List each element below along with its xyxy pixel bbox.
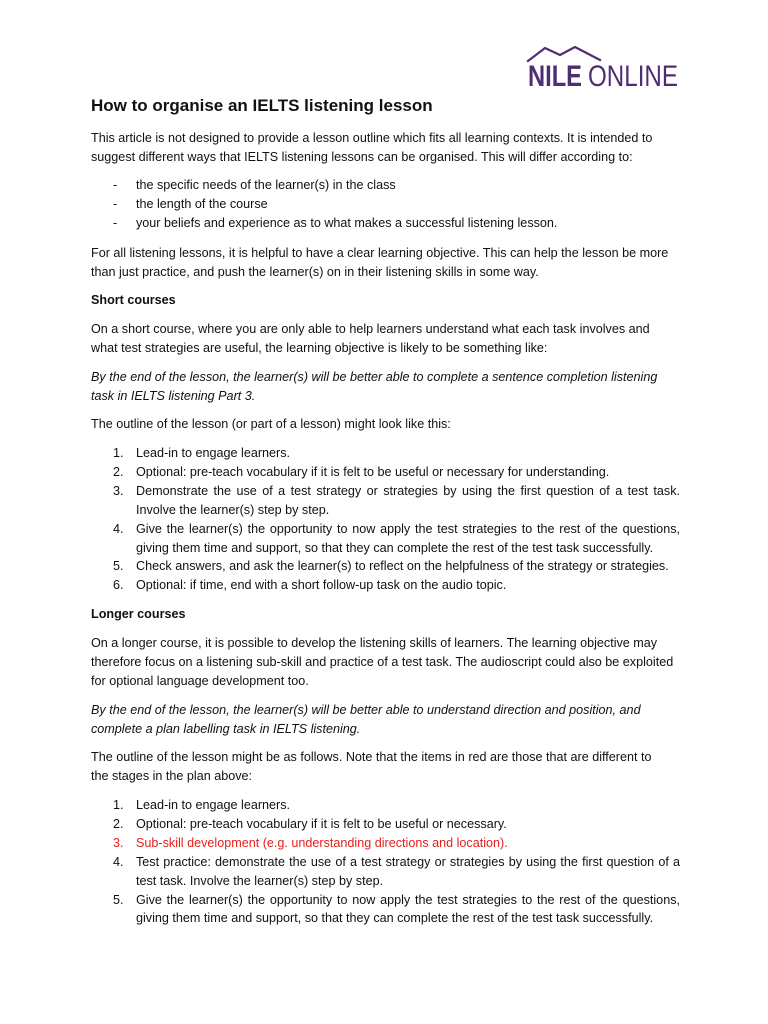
list-item — [91, 195, 691, 214]
step-text-line: Give the learner(s) the opportunity to now apply the test strategies to the rest of the questions, — [136, 521, 680, 536]
step-number: 1. — [113, 446, 124, 460]
paragraph-line: On a short course, where you are only able to help learners understand what each task involves and — [91, 322, 650, 336]
list-item-text-block — [136, 195, 680, 214]
short-courses-heading: Short courses — [91, 293, 176, 307]
step-number: 1. — [113, 798, 124, 812]
list-item — [91, 214, 691, 233]
step-item — [91, 444, 691, 463]
step-text-line: Demonstrate the use of a test strategy or strategies by using the first question of a test task. — [136, 483, 680, 498]
step-text-line: Optional: pre-teach vocabulary if it is felt to be useful or necessary for understanding. — [136, 464, 610, 479]
step-item — [91, 815, 691, 834]
step-text-block — [136, 815, 680, 834]
objective-line: By the end of the lesson, the learner(s) will be better able to understand direction and position, and — [91, 703, 641, 717]
step-text-line: Lead-in to engage learners. — [136, 446, 291, 460]
objective-line: By the end of the lesson, the learner(s) will be better able to complete a sentence completion listening — [91, 370, 658, 384]
paragraph-line: the stages in the plan above: — [91, 768, 253, 783]
list-dash-marker: - — [113, 196, 118, 211]
list-item-text-block — [136, 214, 680, 233]
nile-online-logo — [526, 42, 686, 94]
longer-courses-intro — [91, 634, 691, 691]
step-text-line: Sub-skill development (e.g. understanding directions and location). — [136, 835, 508, 850]
step-item — [91, 796, 691, 815]
step-text-block — [136, 482, 680, 520]
short-courses-intro — [91, 320, 691, 358]
step-number: 6. — [113, 578, 124, 593]
longer-courses-heading: Longer courses — [91, 607, 186, 621]
step-text-line: Give the learner(s) the opportunity to now apply the test strategies to the rest of the questions, — [136, 892, 680, 907]
step-text-block — [136, 796, 680, 815]
step-number: 3. — [113, 835, 124, 850]
logo-roof-icon — [528, 47, 600, 61]
paragraph-line: For all listening lessons, it is helpful to have a clear learning objective. This can help the lesson be more — [91, 246, 669, 260]
longer-courses-steps-list — [91, 796, 691, 928]
step-item — [91, 853, 691, 891]
step-item — [91, 557, 691, 576]
logo-graphic — [526, 42, 686, 94]
short-courses-steps-list — [91, 444, 691, 595]
logo-word-online: ONLINE — [588, 60, 678, 93]
step-number: 2. — [113, 816, 124, 831]
list-dash-marker: - — [113, 178, 118, 192]
paragraph-line: for optional language development too. — [91, 673, 309, 688]
factors-list — [91, 176, 691, 233]
step-text-line: Check answers, and ask the learner(s) to reflect on the helpfulness of the strategy or strategies. — [136, 559, 669, 574]
step-text-line: Involve the learner(s) step by step. — [136, 502, 330, 517]
short-courses-objective — [91, 368, 691, 406]
list-dash-marker: - — [113, 215, 118, 230]
step-text-line: giving them time and support, so that they can complete the rest of the test task successfully. — [136, 911, 654, 926]
intro-paragraph — [91, 129, 691, 167]
objective-note-paragraph — [91, 244, 691, 282]
short-courses-outline-intro: The outline of the lesson (or part of a lesson) might look like this: — [91, 417, 451, 431]
paragraph-line: what test strategies are useful, the learning objective is likely to be something like: — [91, 340, 548, 355]
step-text-line: test task. Involve the learner(s) step by step. — [136, 873, 384, 888]
paragraph-line: therefore focus on a listening sub-skill and practice of a test task. The audioscript could also be exploited — [91, 654, 674, 669]
list-item — [91, 176, 691, 195]
step-text-line: Lead-in to engage learners. — [136, 798, 291, 812]
step-item — [91, 482, 691, 520]
step-text-line: giving them time and support, so that they can complete the rest of the test task successfully. — [136, 540, 654, 555]
step-text-line: Optional: if time, end with a short follow-up task on the audio topic. — [136, 578, 507, 593]
paragraph-line: On a longer course, it is possible to develop the listening skills of learners. The learning objective may — [91, 636, 658, 650]
step-number: 4. — [113, 854, 124, 869]
step-text-block — [136, 444, 680, 463]
step-text-line: Optional: pre-teach vocabulary if it is felt to be useful or necessary. — [136, 816, 507, 831]
list-item-text: your beliefs and experience as to what makes a successful listening lesson. — [136, 215, 558, 230]
step-number: 5. — [113, 892, 124, 907]
step-number: 5. — [113, 559, 124, 574]
step-number: 3. — [113, 483, 124, 498]
step-text-block — [136, 853, 680, 891]
objective-line: task in IELTS listening Part 3. — [91, 388, 256, 403]
list-item-text: the specific needs of the learner(s) in the class — [136, 178, 396, 192]
list-item-text-block — [136, 176, 680, 195]
logo-word-nile: NILE — [528, 60, 582, 93]
step-text-block — [136, 463, 680, 482]
paragraph-line: The outline of the lesson might be as follows. Note that the items in red are those that are different to — [91, 750, 652, 764]
list-item-text: the length of the course — [136, 196, 268, 211]
step-text-block — [136, 520, 680, 558]
step-number: 4. — [113, 521, 124, 536]
step-text-block — [136, 576, 680, 595]
step-item — [91, 520, 691, 558]
step-item — [91, 576, 691, 595]
step-item-changed — [91, 834, 691, 853]
longer-courses-objective — [91, 701, 691, 739]
step-item — [91, 891, 691, 929]
step-text-block — [136, 557, 680, 576]
longer-courses-outline-intro — [91, 748, 691, 786]
step-text-block — [136, 891, 680, 929]
objective-line: complete a plan labelling task in IELTS listening. — [91, 721, 361, 736]
paragraph-line: than just practice, and push the learner(s) on in their listening skills in some way. — [91, 264, 539, 279]
intro-line: suggest different ways that IELTS listening lessons can be organised. This will differ according to: — [91, 149, 633, 164]
step-item — [91, 463, 691, 482]
page-title: How to organise an IELTS listening lesson — [91, 96, 433, 115]
step-text-line: Test practice: demonstrate the use of a test strategy or strategies by using the first question of a — [136, 854, 680, 869]
step-text-block — [136, 834, 680, 853]
step-number: 2. — [113, 464, 124, 479]
intro-line: This article is not designed to provide a lesson outline which fits all learning contexts. It is intended to — [91, 131, 653, 145]
